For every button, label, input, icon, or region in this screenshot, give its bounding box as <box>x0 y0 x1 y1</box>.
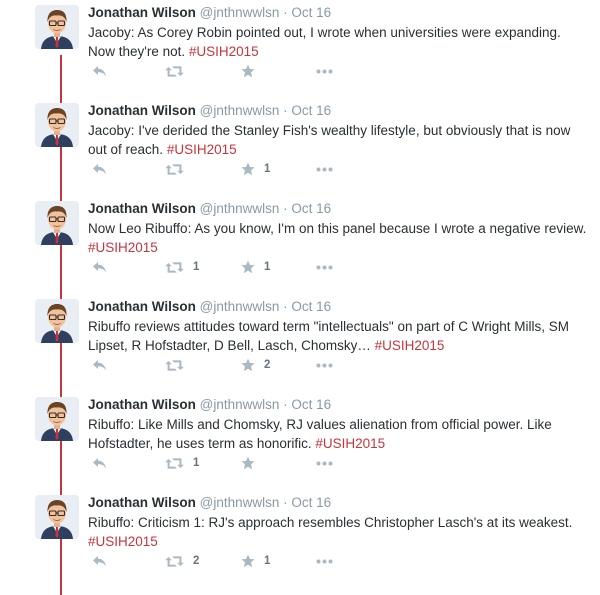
tweet-header <box>88 201 588 217</box>
avatar-portrait-icon <box>35 397 79 441</box>
tweet[interactable] <box>0 392 600 488</box>
tweet-text <box>88 318 588 355</box>
tweet-text <box>88 514 588 551</box>
author-name[interactable]: Jonathan Wilson <box>88 103 196 118</box>
reply-icon <box>92 457 107 470</box>
retweet-icon <box>165 163 184 176</box>
tweet-text <box>88 220 588 257</box>
meta-separator: · <box>283 201 288 216</box>
reply-button[interactable] <box>92 259 107 275</box>
more-button[interactable] <box>316 357 333 373</box>
reply-icon <box>92 65 107 78</box>
tweet-body-text: Ribuffo reviews attitudes toward term "intellectuals" on part of C Wright Mills, SM Lipset, R Hofstadter, D Bell, Lasch, Chomsky… <box>88 319 570 353</box>
retweet-icon <box>165 457 184 470</box>
meta-separator: · <box>283 5 288 20</box>
author-handle[interactable]: @jnthnwwlsn <box>199 495 280 510</box>
favorite-button[interactable] <box>241 259 270 275</box>
avatar-portrait-icon <box>35 103 79 147</box>
tweet[interactable] <box>0 98 600 194</box>
tweet-text <box>88 122 588 159</box>
tweet[interactable] <box>0 196 600 292</box>
avatar[interactable] <box>35 103 79 147</box>
star-icon <box>241 358 255 372</box>
hashtag-link[interactable]: #USIH2015 <box>166 141 237 157</box>
reply-icon <box>92 163 107 176</box>
tweet-text <box>88 416 588 453</box>
tweet-timestamp[interactable]: Oct 16 <box>291 495 332 510</box>
author-handle[interactable]: @jnthnwwlsn <box>199 103 280 118</box>
retweet-button[interactable] <box>165 63 193 79</box>
hashtag-link[interactable]: #USIH2015 <box>315 435 386 451</box>
tweet-body-text: Now Leo Ribuffo: As you know, I'm on this panel because I wrote a negative review. <box>88 221 587 236</box>
favorite-count: 1 <box>264 261 271 273</box>
more-icon <box>316 265 333 270</box>
retweet-icon <box>165 261 184 274</box>
tweet-text <box>88 24 588 61</box>
more-icon <box>316 461 333 466</box>
tweet-body-text: Ribuffo: Criticism 1: RJ's approach resembles Christopher Lasch's at its weakest. <box>88 515 573 530</box>
author-handle[interactable]: @jnthnwwlsn <box>199 397 280 412</box>
meta-separator: · <box>283 397 288 412</box>
retweet-button[interactable] <box>165 259 199 275</box>
retweet-button[interactable] <box>165 455 199 471</box>
retweet-count: 1 <box>193 457 200 469</box>
avatar-portrait-icon <box>35 299 79 343</box>
author-name[interactable]: Jonathan Wilson <box>88 495 196 510</box>
meta-separator: · <box>283 495 288 510</box>
more-icon <box>316 363 333 368</box>
tweet-header <box>88 495 588 511</box>
reply-button[interactable] <box>92 455 107 471</box>
author-name[interactable]: Jonathan Wilson <box>88 397 196 412</box>
more-button[interactable] <box>316 259 333 275</box>
tweet-actions <box>88 553 388 569</box>
reply-button[interactable] <box>92 63 107 79</box>
author-name[interactable]: Jonathan Wilson <box>88 299 196 314</box>
more-icon <box>316 167 333 172</box>
reply-button[interactable] <box>92 357 107 373</box>
favorite-button[interactable] <box>241 63 264 79</box>
avatar[interactable] <box>35 495 79 539</box>
tweet-body-text: Jacoby: As Corey Robin pointed out, I wrote when universities were expanding. Now they're not. <box>88 25 561 59</box>
meta-separator: · <box>283 103 288 118</box>
retweet-count: 2 <box>193 555 200 567</box>
retweet-button[interactable] <box>165 357 193 373</box>
tweet-header <box>88 397 588 413</box>
star-icon <box>241 554 255 568</box>
tweet-timestamp[interactable]: Oct 16 <box>291 397 332 412</box>
tweet-actions <box>88 357 388 373</box>
favorite-count: 1 <box>264 163 271 175</box>
favorite-button[interactable] <box>241 455 264 471</box>
reply-icon <box>92 555 107 568</box>
author-handle[interactable]: @jnthnwwlsn <box>199 5 280 20</box>
star-icon <box>241 456 255 470</box>
author-handle[interactable]: @jnthnwwlsn <box>199 299 280 314</box>
retweet-icon <box>165 359 184 372</box>
reply-button[interactable] <box>92 161 107 177</box>
tweet-timestamp[interactable]: Oct 16 <box>291 201 332 216</box>
favorite-button[interactable] <box>241 357 270 373</box>
tweet-actions <box>88 161 388 177</box>
tweet[interactable] <box>0 490 600 586</box>
tweet-body-text: Jacoby: I've derided the Stanley Fish's wealthy lifestyle, but obviously that is now out of reach. <box>88 123 571 157</box>
reply-button[interactable] <box>92 553 107 569</box>
tweet-actions <box>88 63 388 79</box>
more-button[interactable] <box>316 455 333 471</box>
more-button[interactable] <box>316 553 333 569</box>
avatar[interactable] <box>35 299 79 343</box>
author-name[interactable]: Jonathan Wilson <box>88 201 196 216</box>
tweet-header <box>88 103 588 119</box>
favorite-count: 2 <box>264 359 271 371</box>
hashtag-link[interactable]: #USIH2015 <box>374 337 445 353</box>
reply-icon <box>92 261 107 274</box>
more-button[interactable] <box>316 161 333 177</box>
avatar[interactable] <box>35 397 79 441</box>
tweet-body-text: Ribuffo: Like Mills and Chomsky, RJ values alienation from official power. Like Hofstadter, he uses term as honorific. <box>88 417 552 451</box>
avatar-portrait-icon <box>35 201 79 245</box>
tweet-actions <box>88 259 388 275</box>
retweet-icon <box>165 65 184 78</box>
avatar-portrait-icon <box>35 5 79 49</box>
tweet-actions <box>88 455 388 471</box>
hashtag-link[interactable]: #USIH2015 <box>188 43 259 59</box>
favorite-button[interactable] <box>241 553 270 569</box>
more-icon <box>316 69 333 74</box>
tweet[interactable] <box>0 0 600 96</box>
star-icon <box>241 162 255 176</box>
avatar-portrait-icon <box>35 495 79 539</box>
tweet-header <box>88 5 588 21</box>
hashtag-link[interactable]: #USIH2015 <box>88 533 158 549</box>
tweet-header <box>88 299 588 315</box>
favorite-count: 1 <box>264 555 271 567</box>
retweet-button[interactable] <box>165 161 193 177</box>
tweet-timestamp[interactable]: Oct 16 <box>291 103 332 118</box>
star-icon <box>241 64 255 78</box>
more-icon <box>316 559 333 564</box>
star-icon <box>241 260 255 274</box>
avatar[interactable] <box>35 201 79 245</box>
hashtag-link[interactable]: #USIH2015 <box>88 239 158 255</box>
author-handle[interactable]: @jnthnwwlsn <box>199 201 280 216</box>
more-button[interactable] <box>316 63 333 79</box>
retweet-button[interactable] <box>165 553 199 569</box>
retweet-icon <box>165 555 184 568</box>
tweet-timestamp[interactable]: Oct 16 <box>291 299 332 314</box>
avatar[interactable] <box>35 5 79 49</box>
favorite-button[interactable] <box>241 161 270 177</box>
author-name[interactable]: Jonathan Wilson <box>88 5 196 20</box>
reply-icon <box>92 359 107 372</box>
meta-separator: · <box>283 299 288 314</box>
retweet-count: 1 <box>193 261 200 273</box>
tweet-timestamp[interactable]: Oct 16 <box>291 5 332 20</box>
tweet[interactable] <box>0 294 600 390</box>
